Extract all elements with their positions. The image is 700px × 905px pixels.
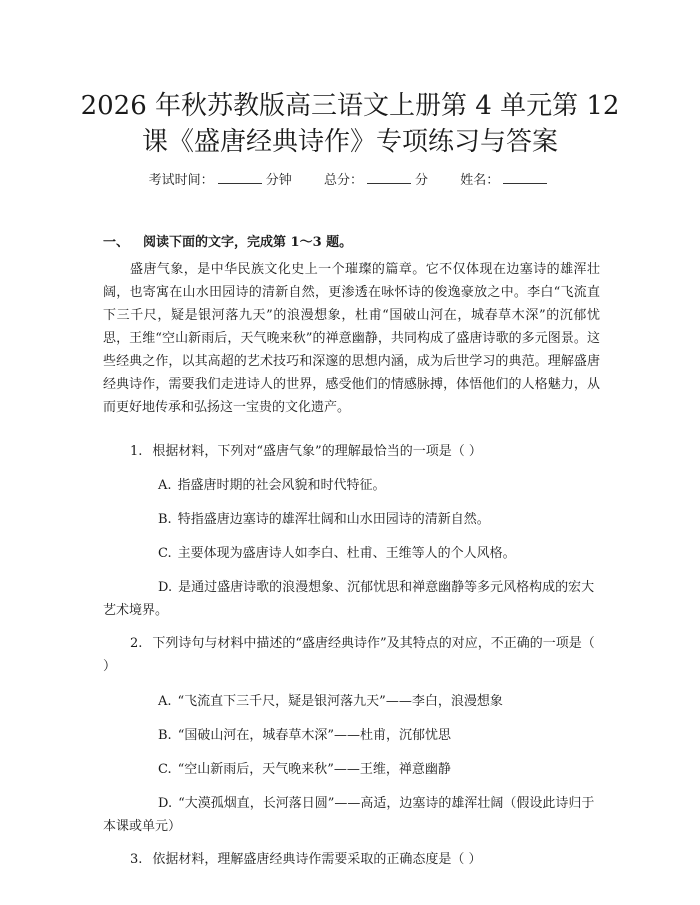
question-1 (103, 440, 600, 463)
option-text: 指盛唐时期的社会风貌和时代特征。 (177, 478, 386, 493)
question-2-option-b (103, 724, 600, 747)
option-letter: A. (158, 478, 172, 493)
option-letter: A. (158, 694, 172, 709)
section-instruction: 阅读下面的文字，完成第 1～3 题。 (143, 235, 353, 250)
question-1-option-b (103, 508, 600, 531)
question-1-option-d (103, 576, 600, 622)
score-unit: 分 (415, 173, 429, 188)
question-2 (103, 632, 600, 678)
question-stem: 下列诗句与材料中描述的“盛唐经典诗作”及其特点的对应，不正确的一项是（ ） (103, 636, 595, 674)
option-text: “空山新雨后，天气晚来秋”——王维，禅意幽静 (177, 762, 451, 777)
question-2-option-a (103, 690, 600, 713)
option-letter: D. (158, 580, 173, 595)
score-blank (367, 170, 411, 184)
question-3 (103, 848, 600, 871)
time-blank (218, 170, 262, 184)
question-number: 2. (130, 636, 143, 651)
score-label: 总分： (323, 173, 363, 188)
question-stem: 依据材料，理解盛唐经典诗作需要采取的正确态度是（ ） (152, 852, 482, 867)
question-number: 1. (130, 444, 143, 459)
document-title-line-2: 课《盛唐经典诗作》专项练习与答案 (141, 127, 558, 157)
name-label: 姓名： (460, 173, 500, 188)
option-letter: C. (158, 762, 172, 777)
option-letter: C. (158, 546, 172, 561)
option-text: “飞流直下三千尺，疑是银河落九天”——李白，浪漫想象 (177, 694, 503, 709)
option-text: 是通过盛唐诗歌的浪漫想象、沉郁忧思和禅意幽静等多元风格构成的宏大艺术境界。 (103, 580, 595, 618)
exam-meta (0, 170, 700, 190)
question-stem: 根据材料，下列对“盛唐气象”的理解最恰当的一项是（ ） (152, 444, 482, 459)
option-text: “国破山河在，城春草木深”——杜甫，沉郁忧思 (177, 728, 451, 743)
section-number: 一、 (103, 235, 130, 250)
option-letter: D. (158, 796, 173, 811)
question-1-option-a (103, 474, 600, 497)
option-letter: B. (158, 512, 172, 527)
option-text: 特指盛唐边塞诗的雄浑壮阔和山水田园诗的清新自然。 (177, 512, 490, 527)
section-heading (103, 231, 352, 250)
option-text: “大漠孤烟直，长河落日圆”——高适，边塞诗的雄浑壮阔（假设此诗归于本课或单元） (103, 796, 595, 834)
question-number: 3. (130, 852, 143, 867)
name-blank (503, 170, 547, 184)
time-unit: 分钟 (265, 173, 292, 188)
option-text: 主要体现为盛唐诗人如李白、杜甫、王维等人的个人风格。 (177, 546, 516, 561)
option-letter: B. (158, 728, 172, 743)
time-label: 考试时间： (148, 173, 214, 188)
reading-passage: 盛唐气象，是中华民族文化史上一个璀璨的篇章。它不仅体现在边塞诗的雄浑壮阔，也寄寓在山水田园诗的清新自然，更渗透在咏怀诗的俊逸豪放之中。李白“飞流直下三千尺，疑是银河落九天”的浪漫想象，杜甫“国破山河在，城春草木深”的沉郁忧思，王维“空山新雨后，天气晚来秋”的禅意幽静，共同构成了盛唐诗歌的多元图景。这些经典之作，以其高超的艺术技巧和深邃的思想内涵，成为后世学习的典范。理解盛唐经典诗作，需要我们走进诗人的世界，感受他们的情感脉搏，体悟他们的人格魅力，从而更好地传承和弘扬这一宝贵的文化遗产。 (103, 262, 600, 415)
question-2-option-d (103, 792, 600, 838)
question-2-option-c (103, 758, 600, 781)
document-title-line-1: 2026 年秋苏教版高三语文上册第 4 单元第 12 (80, 91, 620, 121)
question-1-option-c (103, 542, 600, 565)
